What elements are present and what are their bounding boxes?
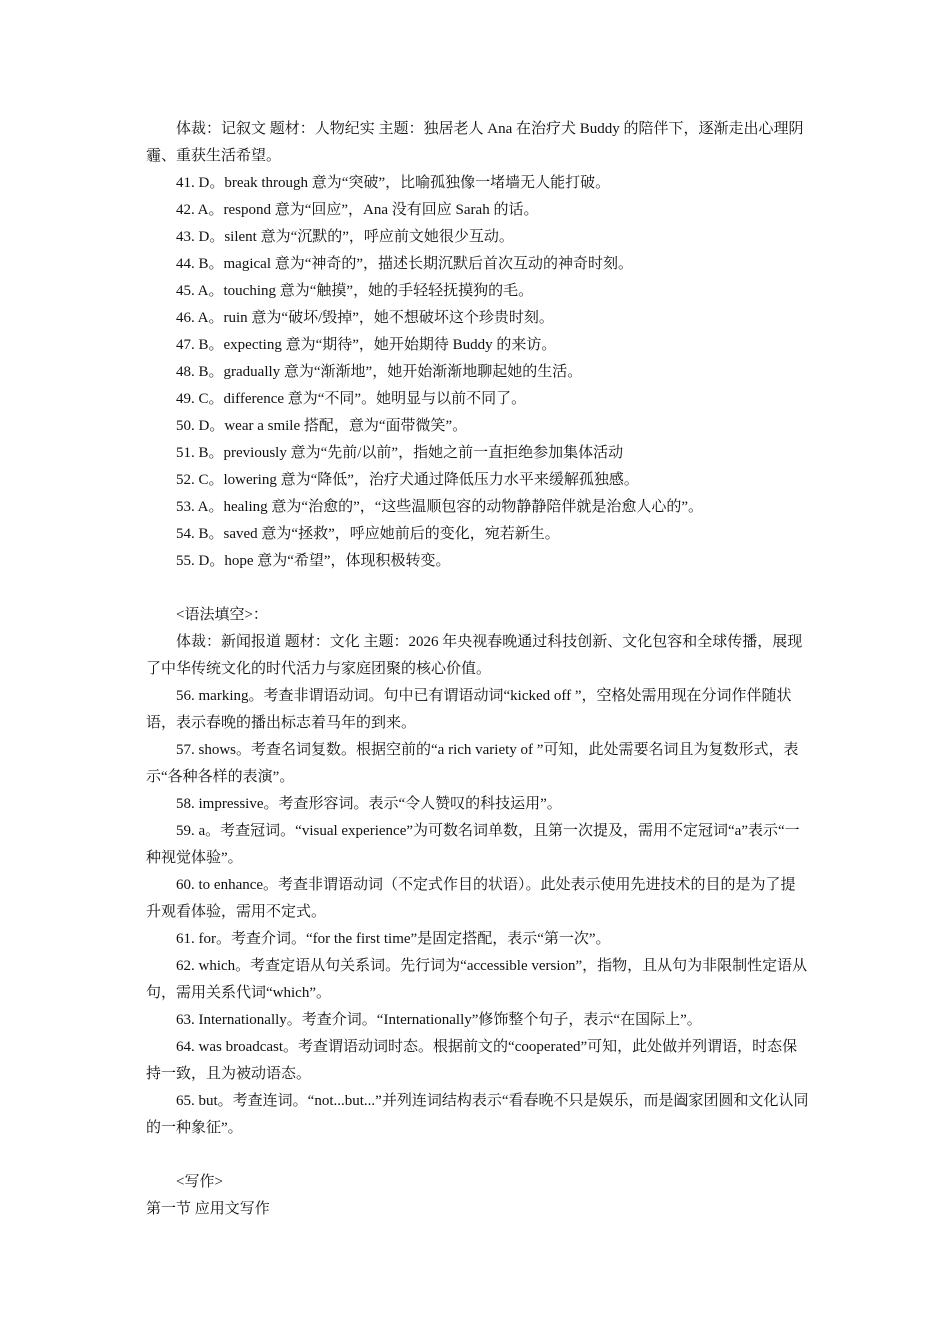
list-item: 61. for。考查介词。“for the first time”是固定搭配，表示“第一次”。 (176, 931, 611, 947)
list-item: 55. D。hope 意为“希望”，体现积极转变。 (176, 553, 451, 569)
list-item: 62. which。考查定语从句关系词。先行词为“accessible version”，指物，且从句为非限制性定语从句，需用关系代词“which”。 (146, 958, 808, 1001)
list-item: 65. but。考查连词。“not...but...”并列连词结构表示“看春晚不只是娱乐，而是阖家团圆和文化认同的一种象征”。 (146, 1093, 809, 1136)
list-item: 64. was broadcast。考查谓语动词时态。根据前文的“cooperated”可知，此处做并列谓语，时态保持一致，且为被动语态。 (146, 1039, 798, 1082)
grammar-section-heading: <语法填空>： (176, 607, 268, 623)
writing-subsection-title: 第一节 应用文写作 (146, 1201, 270, 1217)
list-item: 59. a。考查冠词。“visual experience”为可数名词单数，且第一次提及，需用不定冠词“a”表示“一种视觉体验”。 (146, 823, 800, 866)
list-item: 58. impressive。考查形容词。表示“令人赞叹的科技运用”。 (176, 796, 562, 812)
list-item: 57. shows。考查名词复数。根据空前的“a rich variety of ”可知，此处需要名词且为复数形式，表示“各种各样的表演”。 (146, 742, 799, 785)
list-item: 51. B。previously 意为“先前/以前”，指她之前一直拒绝参加集体活动 (176, 445, 624, 461)
list-item: 56. marking。考查非谓语动词。句中已有谓语动词“kicked off ”，空格处需用现在分词作伴随状语，表示春晚的播出标志着马年的到来。 (146, 688, 792, 731)
list-item: 60. to enhance。考查非谓语动词（不定式作目的状语）。此处表示使用先进技术的目的是为了提升观看体验，需用不定式。 (146, 877, 796, 920)
list-item: 41. D。break through 意为“突破”，比喻孤独像一堵墙无人能打破。 (176, 175, 611, 191)
list-item: 44. B。magical 意为“神奇的”，描述长期沉默后首次互动的神奇时刻。 (176, 256, 634, 272)
grammar-summary: 体裁：新闻报道 题材：文化 主题：2026 年央视春晚通过科技创新、文化包容和全球传播，展现了中华传统文化的时代活力与家庭团聚的核心价值。 (146, 634, 803, 677)
writing-section-heading: <写作> (176, 1174, 223, 1190)
list-item: 49. C。difference 意为“不同”。她明显与以前不同了。 (176, 391, 527, 407)
list-item: 50. D。wear a smile 搭配，意为“面带微笑”。 (176, 418, 468, 434)
list-item: 45. A。touching 意为“触摸”，她的手轻轻抚摸狗的毛。 (176, 283, 534, 299)
cloze-answer-list (146, 170, 810, 575)
list-item: 53. A。healing 意为“治愈的”，“这些温顺包容的动物静静陪伴就是治愈人心的”。 (176, 499, 704, 515)
list-item: 43. D。silent 意为“沉默的”，呼应前文她很少互动。 (176, 229, 514, 245)
list-item: 52. C。lowering 意为“降低”，治疗犬通过降低压力水平来缓解孤独感。 (176, 472, 639, 488)
section-spacer (146, 1142, 810, 1169)
list-item: 42. A。respond 意为“回应”，Ana 没有回应 Sarah 的话。 (176, 202, 539, 218)
answer-key-page (146, 116, 810, 1223)
list-item: 46. A。ruin 意为“破坏/毁掉”，她不想破坏这个珍贵时刻。 (176, 310, 554, 326)
grammar-answer-list (146, 683, 810, 1142)
reading-summary: 体裁：记叙文 题材：人物纪实 主题：独居老人 Ana 在治疗犬 Buddy 的陪伴下，逐渐走出心理阴霾、重获生活希望。 (146, 121, 804, 164)
list-item: 47. B。expecting 意为“期待”，她开始期待 Buddy 的来访。 (176, 337, 557, 353)
list-item: 63. Internationally。考查介词。“Internationally”修饰整个句子，表示“在国际上”。 (176, 1012, 702, 1028)
list-item: 48. B。gradually 意为“渐渐地”，她开始渐渐地聊起她的生活。 (176, 364, 583, 380)
list-item: 54. B。saved 意为“拯救”，呼应她前后的变化，宛若新生。 (176, 526, 560, 542)
section-spacer (146, 575, 810, 602)
